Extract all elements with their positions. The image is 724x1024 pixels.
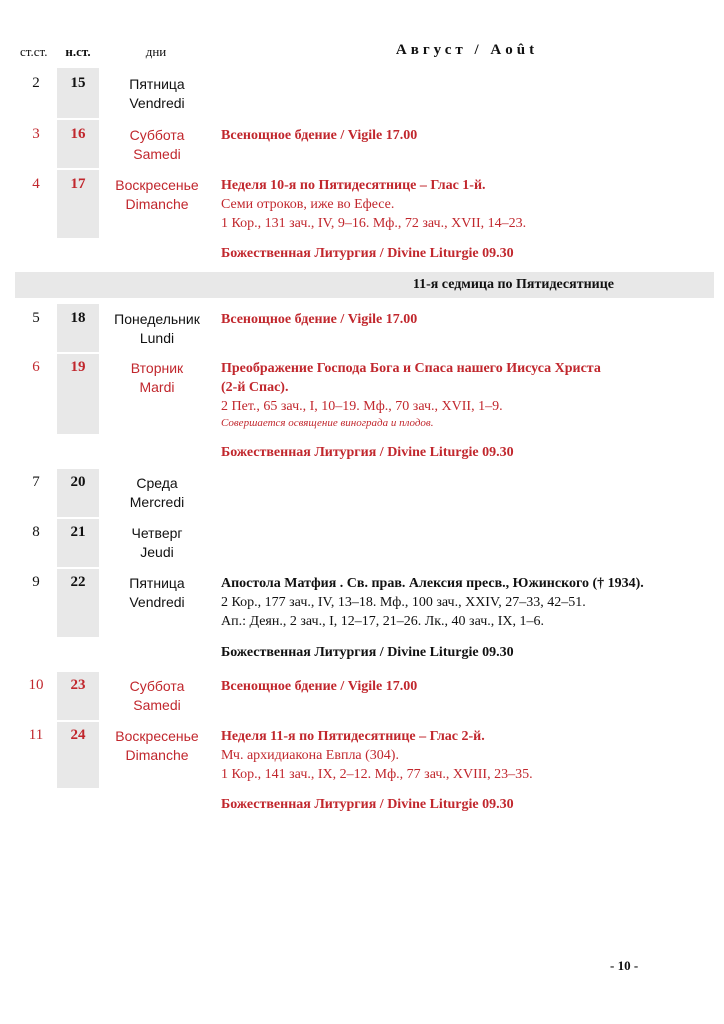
old-style-date: 6: [32, 359, 40, 375]
week-banner: [15, 272, 714, 298]
weekday: [108, 359, 206, 397]
new-style-date: 16: [70, 126, 86, 142]
event-text: [221, 310, 711, 329]
event-text: [221, 126, 711, 145]
weekday-fr: Lundi: [139, 330, 175, 346]
weekday: [108, 574, 206, 612]
old-style-date: 4: [32, 176, 40, 192]
old-style-date: 11: [28, 727, 44, 743]
feast-title: Неделя 11-я по Пятидесятнице – Глас 2-й.: [221, 729, 485, 744]
vigil-line: Всенощное бдение / Vigile 17.00: [221, 312, 418, 327]
weekday-fr: Samedi: [133, 146, 181, 162]
new-style-date: 15: [70, 75, 86, 91]
weekday-fr: Mercredi: [129, 494, 185, 510]
weekday-ru: Суббота: [129, 678, 185, 694]
weekday-fr: Mardi: [139, 379, 175, 395]
readings: 1 Кор., 141 зач., IX, 2–12. Мф., 77 зач., XVIII, 23–35.: [221, 767, 533, 782]
weekday-ru: Четверг: [131, 525, 183, 541]
event-text: [221, 176, 711, 263]
feast-title: Преображение Господа Бога и Спаса нашего Иисуса Христа: [221, 361, 601, 376]
weekday-ru: Вторник: [130, 360, 184, 376]
new-style-date: 24: [70, 727, 86, 743]
event-text: [221, 359, 711, 462]
vigil-line: Всенощное бдение / Vigile 17.00: [221, 128, 418, 143]
readings-apostle: Ап.: Деян., 2 зач., I, 12–17, 21–26. Лк., 40 зач., IX, 1–6.: [221, 614, 545, 629]
liturgy-line: Божественная Литургия / Divine Liturgie 09.30: [221, 445, 514, 460]
new-style-date: 19: [70, 359, 86, 375]
weekday-ru: Среда: [136, 475, 178, 491]
weekday-ru: Пятница: [129, 575, 185, 591]
feast-title-cont: (2-й Спас).: [221, 380, 289, 395]
weekday-fr: Dimanche: [125, 196, 189, 212]
new-style-date: 18: [70, 310, 86, 326]
readings: 1 Кор., 131 зач., IV, 9–16. Мф., 72 зач., XVII, 14–23.: [221, 216, 527, 231]
weekday-ru: Понедельник: [114, 311, 200, 327]
new-style-date: 17: [70, 176, 86, 192]
old-style-date: 10: [28, 677, 44, 693]
weekday-ru: Воскресенье: [115, 728, 199, 744]
weekday: [108, 474, 206, 512]
new-style-date: 22: [70, 574, 86, 590]
new-style-date: 21: [70, 524, 86, 540]
month-title: Август / Août: [395, 42, 539, 58]
vigil-line: Всенощное бдение / Vigile 17.00: [221, 679, 418, 694]
liturgy-line: Божественная Литургия / Divine Liturgie 09.30: [221, 246, 514, 261]
old-style-date: 7: [32, 474, 40, 490]
old-style-date: 8: [32, 524, 40, 540]
event-text: [221, 727, 711, 814]
old-style-date: 2: [32, 75, 40, 91]
weekday-fr: Jeudi: [140, 544, 174, 560]
feast-title: Неделя 10-я по Пятидесятнице – Глас 1-й.: [221, 178, 486, 193]
week-label: 11-я седмица по Пятидесятнице: [412, 277, 614, 292]
readings: 2 Пет., 65 зач., I, 10–19. Мф., 70 зач., XVII, 1–9.: [221, 399, 503, 414]
weekday: [108, 310, 206, 348]
old-style-date: 5: [32, 310, 40, 326]
new-style-date: 23: [70, 677, 86, 693]
weekday: [108, 126, 206, 164]
weekday-fr: Samedi: [133, 697, 181, 713]
liturgy-line: Божественная Литургия / Divine Liturgie 09.30: [221, 797, 514, 812]
old-style-date: 9: [32, 574, 40, 590]
old-style-date: 3: [32, 126, 40, 142]
col-header-old-style: ст.ст.: [20, 44, 48, 59]
weekday: [108, 677, 206, 715]
liturgy-line: Божественная Литургия / Divine Liturgie 09.30: [221, 645, 514, 660]
col-header-days: дни: [145, 44, 167, 59]
weekday-ru: Пятница: [129, 76, 185, 92]
col-header-new-style: н.ст.: [65, 44, 91, 59]
weekday: [108, 727, 206, 765]
weekday: [108, 176, 206, 214]
event-text: [221, 574, 711, 662]
new-style-date: 20: [70, 474, 86, 490]
page-number: - 10 -: [610, 958, 639, 973]
weekday: [108, 75, 206, 113]
feast-subtitle: Семи отроков, иже во Ефесе.: [221, 197, 395, 212]
weekday-ru: Суббота: [129, 127, 185, 143]
event-text: [221, 677, 711, 696]
weekday-fr: Vendredi: [129, 594, 185, 610]
feast-title: Апостола Матфия . Св. прав. Алексия пресв., Южинского († 1934).: [221, 576, 644, 591]
weekday-fr: Vendredi: [129, 95, 185, 111]
feast-subtitle: Мч. архидиакона Евпла (304).: [221, 748, 399, 763]
weekday-ru: Воскресенье: [115, 177, 199, 193]
weekday: [108, 524, 206, 562]
weekday-fr: Dimanche: [125, 747, 189, 763]
feast-note: Совершается освящение винограда и плодов.: [221, 417, 434, 429]
readings: 2 Кор., 177 зач., IV, 13–18. Мф., 100 зач., XXIV, 27–33, 42–51.: [221, 595, 586, 610]
